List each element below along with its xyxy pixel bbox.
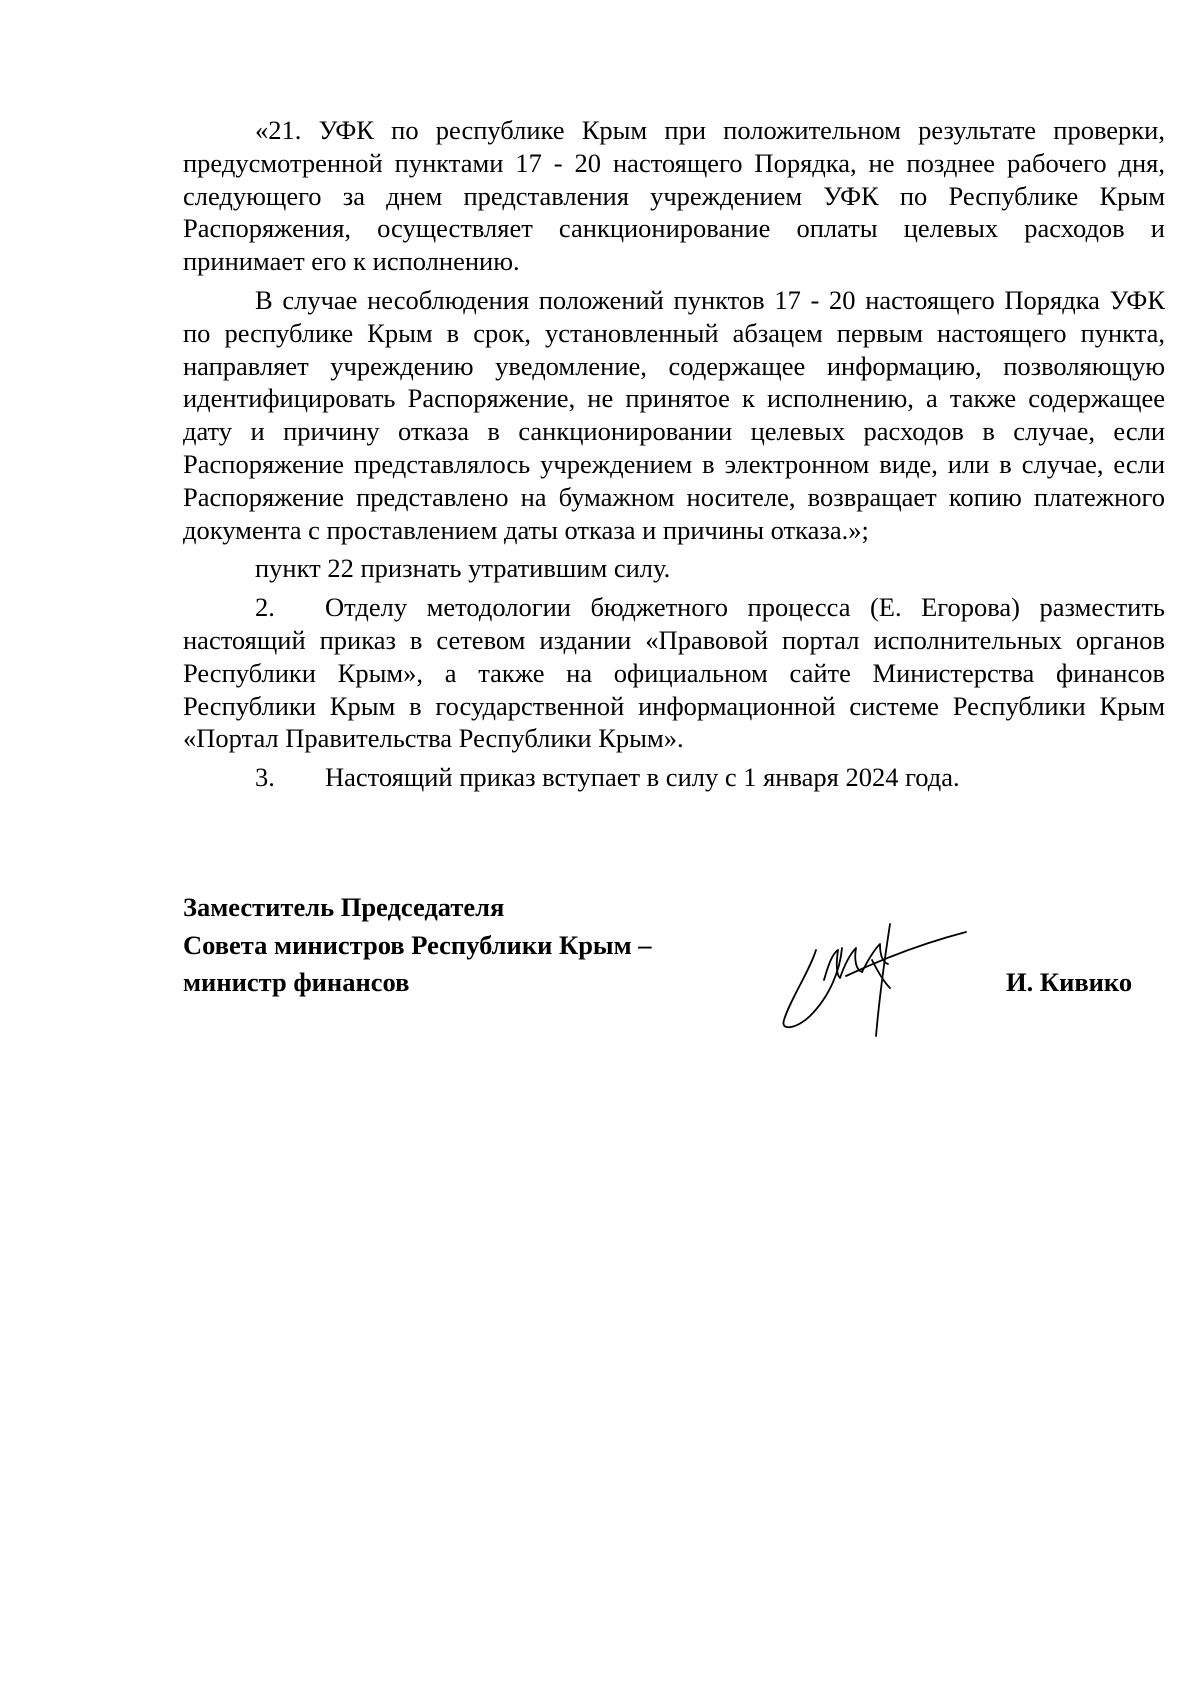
item-2-number: 2.: [255, 592, 275, 623]
item-3-number: 3.: [255, 762, 275, 793]
signatory-title-line-3: министр финансов: [183, 967, 410, 997]
signatory-title: [183, 889, 652, 1002]
signatory-name: И. Кивико: [1006, 967, 1133, 997]
item-3-text: Настоящий приказ вступает в силу с 1 января 2024 года.: [325, 762, 960, 793]
item-3: [183, 761, 1165, 794]
paragraph-21: «21. УФК по республике Крым при положительном результате проверки, предусмотренной пунктами 17 - 20 настоящего Порядка, не позднее рабочего дня, следующего за днем представления учреждением УФК по Республике Крым Распоряжения, осуществляет санкционирование оплаты целевых расходов и принимает его к исполнению.: [183, 115, 1165, 277]
item-2: [183, 591, 1165, 755]
paragraph-21-refusal-case: В случае несоблюдения положений пунктов 17 - 20 настоящего Порядка УФК по республике Крым в срок, установленный абзацем первым настоящего пункта, направляет учреждению уведомление, содержащее информацию, позволяющую идентифицировать Распоряжение, не принятое к исполнению, а также содержащее дату и причину отказа в санкционировании целевых расходов в случае, если Распоряжение представлялось учреждением в электронном виде, или в случае, если Распоряжение представлено на бумажном носителе, возвращает копию платежного документа с проставлением даты отказа и причины отказа.»;: [183, 284, 1165, 545]
paragraph-22-repeal: пункт 22 признать утратившим силу.: [255, 553, 671, 584]
document-body: [183, 114, 1165, 800]
signatory-title-line-2: Совета министров Республики Крым –: [183, 929, 652, 960]
signatory-title-line-1: Заместитель Председателя: [183, 892, 505, 922]
item-2-text: Отделу методологии бюджетного процесса (Е. Егорова) разместить настоящий приказ в сетевом издании «Правовой портал исполнительных органов Республики Крым», а также на официальном сайте Министерства финансов Республики Крым в государственной информационной системе Республики Крым «Портал Правительства Республики Крым».: [183, 592, 1165, 754]
handwritten-signature: [780, 920, 980, 1040]
